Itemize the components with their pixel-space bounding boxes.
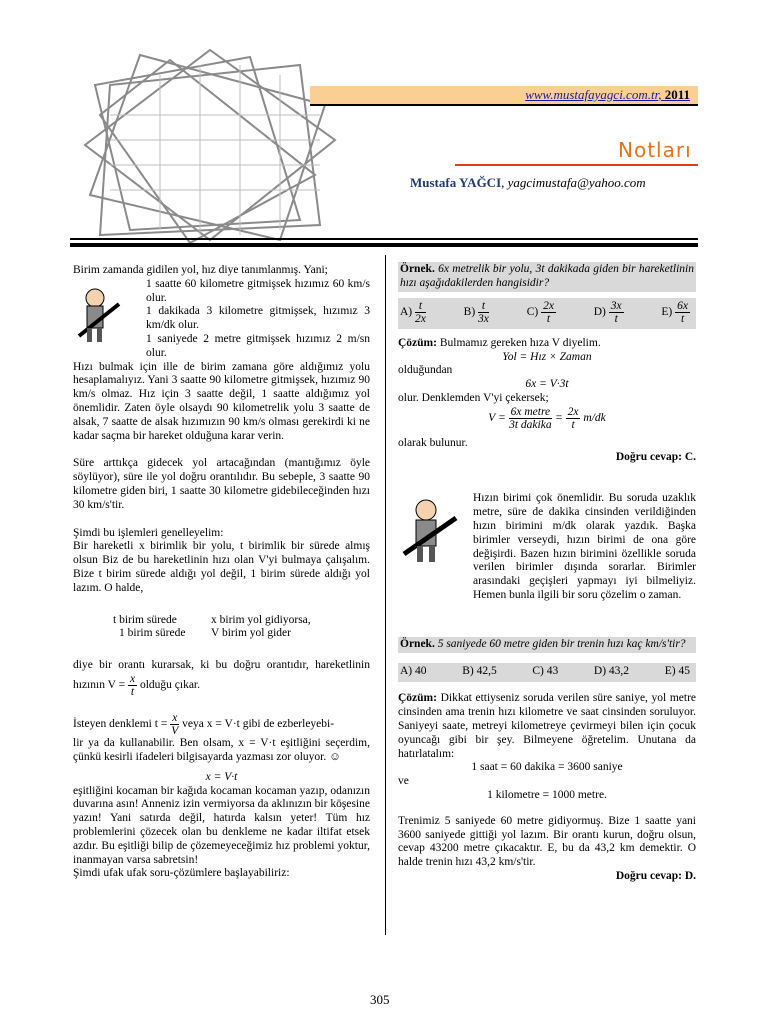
note-text: Hızın birimi çok önemlidir. Bu soruda uzaklık metre, süre de dakika cinsinden verildiğinden hızın birimini m/dk olarak yazdık. Başka birimler verseydi, hızın birimi de ona göre değişirdi. Bazen hızın birimini özellikle soruda verilen birimler dışında sorarlar. Birimler arasındaki geçişleri yapmayı iyi bilmeliyiz. Hemen bunla ilgili bir soru çözelim o zaman.	[473, 492, 696, 601]
option-a: A) 40	[400, 664, 427, 677]
prop-cell: t birim sürede	[113, 613, 177, 626]
option-e: E) 45	[664, 664, 690, 677]
header-year: 2011	[664, 87, 690, 102]
example-label: Örnek.	[400, 263, 435, 275]
geometric-star-logo	[70, 45, 350, 245]
option-b: B) 42,5	[462, 664, 497, 677]
example-options-2	[398, 663, 696, 683]
paragraph: lir ya da kullanabilir. Ben olsam, x = V·t eşitliğini seçerdim, çünkü kesirli ifadeleri bilgisayarda yazması zor oluyor. ☺	[73, 737, 370, 763]
text: V =	[107, 679, 126, 692]
column-separator	[385, 255, 386, 935]
text: olarak bulunur.	[398, 436, 468, 449]
numerator: x	[172, 712, 178, 725]
equation-velocity: V = $\frac{\text{6x metre}}{\text{3t dakika}}$ = $\frac{2x}{t}$ m/dk	[488, 405, 606, 431]
text: diye bir orantı kurarsak, ki bu doğru orantıdır, hareketlinin hızının	[73, 659, 370, 692]
pencil-character-icon	[400, 496, 460, 568]
text: veya x = V·t gibi de ezberleyebi-	[182, 718, 335, 731]
example-text: 5 saniyede 60 metre giden bir trenin hızı kaç km/s'tir?	[437, 637, 686, 650]
option-a: A) $\frac{t}{2x}$	[400, 299, 426, 325]
text: ve	[398, 775, 409, 788]
bullet-item: 1 saniyede 2 metre gitmişsek hızımız 2 m/sn olur.	[146, 332, 370, 359]
left-column	[73, 264, 370, 881]
paragraph: eşitliğini kocaman bir kağıda kocaman kocaman yazıp, odanızın duvarına asın! Anneniz izin vermiyorsa da aklınızın bir köşesine yazın! Yani satırda değil, hatırda kalsın yeter! Tüm hız problemlerini çözecek olan bu denkleme ne kadar iltifat etsek azdır. Bu eşitliği bilip de çözemeyeceğimiz hız problemi yoktur, inanmayan varsa sabretsin!	[73, 784, 370, 866]
paragraph: Şimdi bu işlemleri genelleyelim:	[73, 526, 224, 539]
paragraph: Bir hareketli x birimlik bir yolu, t birimlik bir sürede almış olsun Biz de bu hareketlinin hızı olan V'yi bulmaya çalışalım. Bize t birim sürede aldığı yol değil, 1 birim sürede aldığı yol lazım. O halde,	[73, 540, 370, 594]
example-options-1	[398, 298, 696, 329]
text: Dikkat ettiyseniz soruda verilen süre saniye, yol metre cinsinden ama trenin hızı kilometre ve saat cinsinden soruluyor. Saniyeyi saate, metreyi kilometreye çevirmeyi bilen için çocuk oyuncağı gibi bir şey. Bilmeyene öğretelim. Unutana da hatırlatalım:	[398, 692, 697, 760]
example-question-2	[398, 637, 696, 653]
header-bar	[310, 86, 698, 106]
prop-cell: 1 birim sürede	[119, 627, 186, 640]
paragraph: Hızı bulmak için ille de birim zamana göre aldığımız yolu hesaplamalıyız. Yani 3 saatte 90 kilometre gitmişsek, hızımız 90 km/s olmaz. Hız için 3 saatte değil, 1 saatte aldığımız yol önemlidir. Zaten öyle olsaydı 90 kilometrelik yolu 3 saatte de alsak, 7 saatte de alsak hızımızın 90 km/s olması gerekirdi ki ne kadar saçma bir hareket olduğuna karar verin.	[73, 360, 370, 442]
intro-line: Birim zamanda gidilen yol, hız diye tanımlanmış. Yani;	[73, 264, 328, 276]
solution-2	[398, 692, 696, 761]
equation: 1 kilometre = 1000 metre.	[487, 788, 607, 801]
title-underline	[455, 164, 698, 166]
prop-cell: V birim yol gider	[211, 627, 291, 640]
option-b: B) $\frac{t}{3x}$	[463, 299, 489, 325]
option-c: C) $\frac{2x}{t}$	[526, 299, 554, 325]
equation: Yol = Hız × Zaman	[502, 350, 592, 363]
example-text: 6x metrelik bir yolu, 3t dakikada giden bir hareketlinin hızı aşağıdakilerden hangisidir?	[400, 263, 694, 289]
proportion-table	[113, 614, 370, 642]
text: olduğu çıkar.	[139, 679, 200, 692]
text: olur. Denklemden V'yi çekersek;	[398, 391, 549, 404]
bullet-block	[73, 278, 370, 361]
key-formula: x = V·t	[205, 770, 238, 783]
option-e: E) $\frac{6x}{t}$	[661, 299, 688, 325]
option-d: D) $\frac{3x}{t}$	[593, 299, 622, 325]
text: Bulmamız gereken hıza V diyelim.	[439, 336, 601, 349]
author-name: Mustafa YAĞCI	[410, 175, 502, 190]
paragraph: Şimdi ufak ufak soru-çözümlere başlayabiliriz:	[73, 867, 290, 880]
fraction	[170, 712, 179, 737]
answer-1: Doğru cevap: C.	[615, 450, 696, 463]
solution-1	[398, 337, 696, 351]
bullet-item: 1 dakikada 3 kilometre gitmişsek, hızımız 3 km/dk olur.	[146, 305, 370, 332]
example-question-1	[398, 262, 696, 292]
example-label: Örnek.	[400, 637, 435, 650]
header-rule-thin	[70, 238, 698, 240]
page-number: 305	[370, 992, 390, 1007]
text: olduğundan	[398, 364, 453, 377]
right-column	[398, 262, 696, 884]
header-rule-thick	[70, 243, 698, 247]
equation: 1 saat = 60 dakika = 3600 saniye	[471, 761, 623, 774]
author-email: yagcimustafa@yahoo.com	[507, 175, 646, 190]
text: İsteyen denklemi t =	[73, 718, 168, 731]
numerator: x	[129, 672, 136, 685]
author-line: Mustafa YAĞCI, yagcimustafa@yahoo.com	[410, 175, 646, 190]
denominator: t	[130, 685, 135, 698]
answer-2: Doğru cevap: D.	[615, 869, 696, 882]
denominator: V	[171, 725, 179, 738]
bullet-item: 1 saatte 60 kilometre gitmişsek hızımız 60 km/s olur.	[146, 277, 370, 304]
fraction	[128, 673, 137, 698]
option-d: D) 43,2	[593, 664, 630, 677]
solution-label: Çözüm:	[398, 692, 437, 705]
equation: 6x = V·3t	[525, 378, 569, 391]
prop-cell: x birim yol gidiyorsa,	[211, 613, 311, 626]
text: Trenimiz 5 saniyede 60 metre gidiyormuş. Bize 1 saatte yani 3600 saniyede gittiği yol lazım. Bir orantı kurun, doğru olsun, cevap 43200 metre çıkacaktır. E, bu da 43,2 km demektir. O halde trenin hızı 43,2 km/s'tir.	[398, 814, 696, 869]
solution-label: Çözüm:	[398, 336, 437, 349]
website-link[interactable]: www.mustafayagci.com.tr, 2011	[525, 87, 690, 102]
note-block	[398, 492, 696, 602]
paragraph	[73, 659, 370, 698]
pencil-character-icon	[75, 286, 123, 348]
section-title: Notları	[618, 138, 692, 162]
paragraph: Süre arttıkça gidecek yol artacağından (mantığımız öyle söylüyor), süre ile yol doğru orantılıdır. Bu sebeple, 3 saatte 90 kilometre giden biri, 1 saatte 30 kilometre gidebileceğinden hızı 30 km/s'tir.	[73, 457, 370, 511]
paragraph	[73, 712, 370, 737]
option-c: C) 43	[532, 664, 559, 677]
